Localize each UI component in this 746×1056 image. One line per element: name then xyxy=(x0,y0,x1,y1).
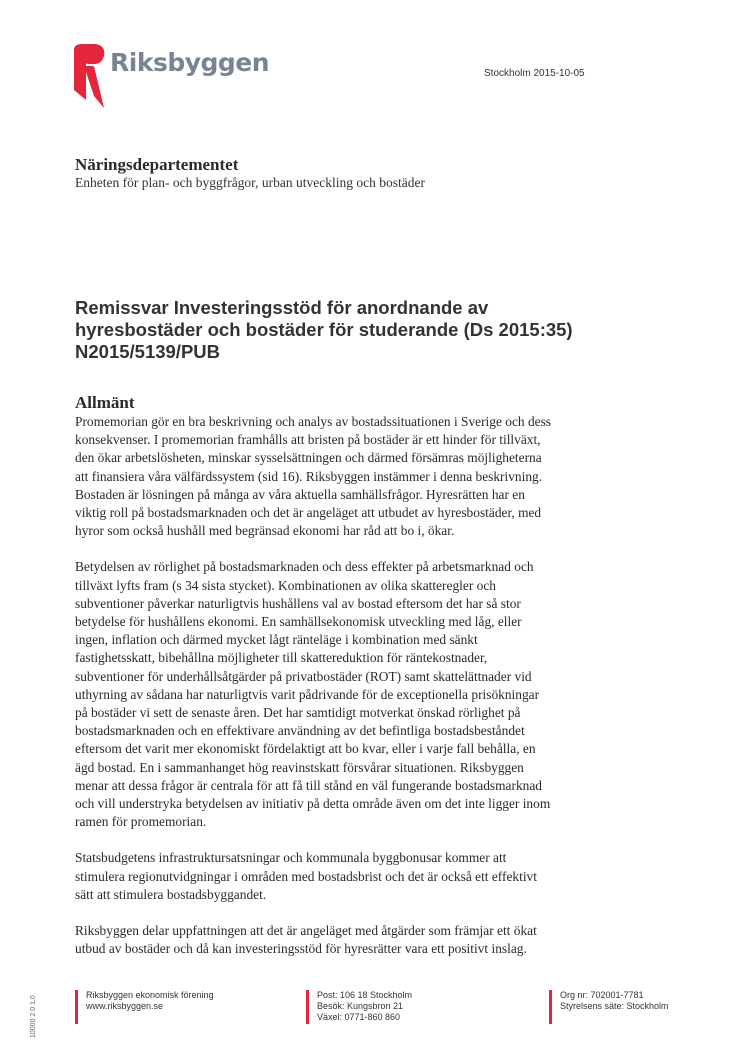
footer-org-nr: Org nr: 702001-7781 xyxy=(560,990,644,1000)
footer-visit: Besök: Kungsbron 21 xyxy=(317,1001,404,1011)
recipient-unit: Enheten för plan- och byggfrågor, urban utveckling och bostäder xyxy=(75,175,425,190)
footer-company-name: Riksbyggen ekonomisk förening xyxy=(86,990,214,1000)
logo-wordmark: Riksbyggen xyxy=(110,48,270,77)
footer-phone: Växel: 0771-860 860 xyxy=(317,1012,401,1022)
footer xyxy=(0,990,746,1040)
document-body xyxy=(75,393,555,976)
footer-post: Post: 106 18 Stockholm xyxy=(317,990,413,1000)
paragraph: Riksbyggen delar uppfattningen att det är angeläget med åtgärder som främjar ett ökat utbud av bostäder och då kan investeringsstöd för hyresrätter vara ett positivt inslag. xyxy=(75,923,537,957)
paragraph: Promemorian gör en bra beskrivning och analys av bostadssituationen i Sverige och dess konsekvenser. I promemorian framhålls att bristen på bostäder är ett hinder för tillväxt, den ökar arbetslösheten, minskar sysselsättningen och därmed försämras möjligheterna att finansiera våra välfärdssystem (sid 16). Riksbyggen instämmer i denna beskrivning. Bostaden är lösningen på många av våra aktuella samhällsfrågor. Hyresrätten har en viktig roll på bostadsmarknaden och det är angeläget att utbudet av hyresbostäder, med hyror som också hushåll med begränsad ekonomi har råd att bo i, ökar. xyxy=(75,414,552,539)
title-line-2: hyresbostäder och bostäder för studerande (Ds 2015:35) xyxy=(75,319,573,340)
footer-seat: Styrelsens säte: Stockholm xyxy=(560,1001,669,1011)
document-date: Stockholm 2015-10-05 xyxy=(484,68,585,79)
riksbyggen-logo-icon xyxy=(72,40,112,112)
riksbyggen-logo xyxy=(72,40,272,112)
footer-address xyxy=(306,990,412,1024)
recipient-name: Näringsdepartementet xyxy=(75,155,239,174)
footer-website-link[interactable]: www.riksbyggen.se xyxy=(86,1001,164,1011)
document-title xyxy=(75,297,595,363)
paragraph: Betydelsen av rörlighet på bostadsmarknaden och dess effekter på arbetsmarknad och tillväxt lyfts fram (s 34 sista stycket). Kombinationen av olika skatteregler och subventioner påverkar naturligtvis hushållens val av bostad eftersom det har så stor betydelse för hushållens ekonomi. En samhällsekonomisk utveckling med låg, eller ingen, inflation och därmed mycket lågt ränteläge i kombination med sänkt fastighetsskatt, bibehållna möjligheter till skattereduktion för räntekostnader, subventioner för underhållsåtgärder på privatbostäder (ROT) samt skattelättnader vid uthyrning av sådana har naturligtvis varit pådrivande för de exceptionella prisökningar på bostäder vi sett de senaste åren. Det har samtidigt motverkat önskad rörlighet på bostadsmarknaden och en effektivare användning av det befintliga bostadsbeståndet eftersom det varit mer ekonomiskt fördelaktigt att bo kvar, eller i varje fall behålla, en ägd bostad. En i sammanhanget hög reavinstskatt försvårar situationen. Riksbyggen menar att dessa frågor är centrala för att få till stånd en väl fungerande bostadsmarknad och vill understryka betydelsen av initiativ på detta område även om det inte ligger inom ramen för promemorian. xyxy=(75,559,551,830)
paragraph: Statsbudgetens infrastruktursatsningar och kommunala byggbonusar kommer att stimulera regionutvidgningar i områden med bostadsbrist och det är också ett effektivt sätt att stimulera bostadsbyggandet. xyxy=(75,850,537,902)
title-line-3: N2015/5139/PUB xyxy=(75,341,221,362)
footer-org xyxy=(549,990,669,1024)
footer-vertical-code: 10000 2.0 1.0 xyxy=(30,995,37,1038)
footer-company xyxy=(75,990,214,1024)
title-line-1: Remissvar Investeringsstöd för anordnande av xyxy=(75,297,489,318)
recipient-block xyxy=(75,155,425,191)
section-heading: Allmänt xyxy=(75,393,135,412)
